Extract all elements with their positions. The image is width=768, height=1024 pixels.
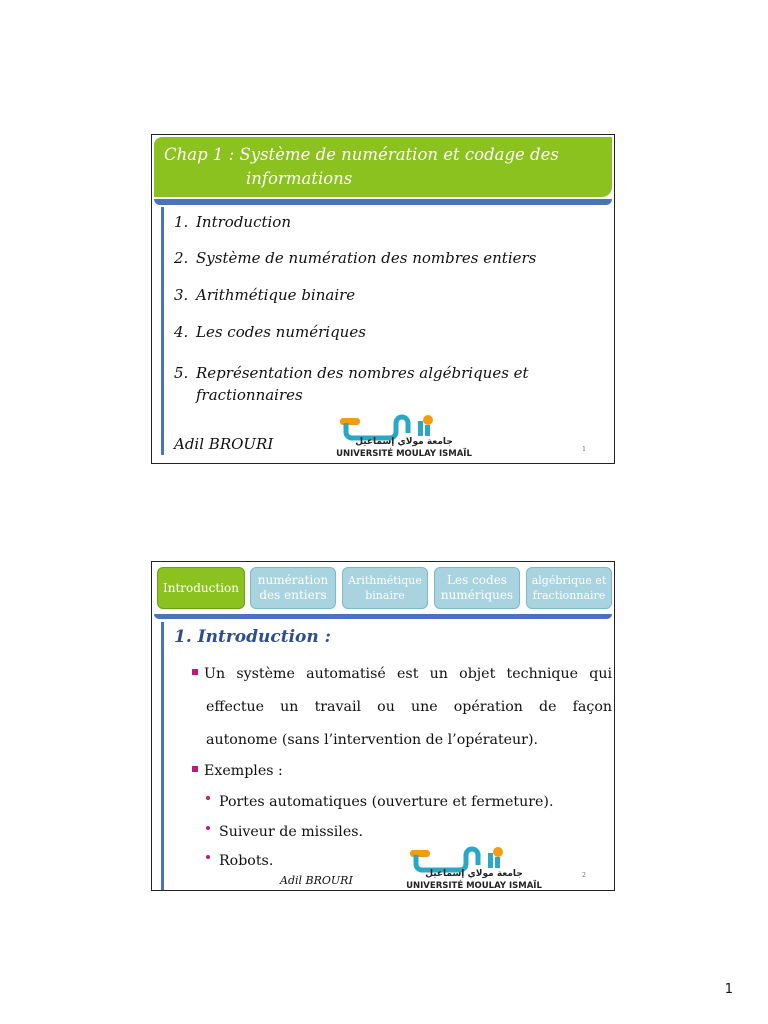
author-name: Adil BROURI (280, 874, 353, 887)
section-heading: 1. Introduction : (174, 627, 331, 647)
slide-1 (151, 134, 615, 464)
examples-label: Exemples : (204, 763, 283, 779)
left-accent-bar (161, 207, 164, 455)
logo-arabic-text: جامعة مولاي إسماعيل (355, 437, 453, 447)
examples-label-line (192, 760, 283, 782)
tab-underline-bar (154, 614, 612, 619)
example-item (206, 850, 273, 872)
paragraph-line (192, 658, 612, 691)
outline-item-text: Les codes numériques (196, 323, 366, 341)
example-item (206, 821, 363, 843)
left-accent-bar (161, 622, 164, 890)
dot-bullet-icon (206, 796, 210, 800)
logo-arabic-text: جامعة مولاي إسماعيل (425, 869, 523, 879)
outline-item-continuation: fractionnaires (196, 386, 303, 404)
example-item (206, 791, 553, 813)
umi-mark-icon (340, 415, 433, 438)
logo-latin-text: UNIVERSITÉ MOULAY ISMAÏL (406, 881, 542, 891)
logo-latin-text: UNIVERSITÉ MOULAY ISMAÏL (336, 449, 472, 459)
tab-label-line-2: fractionnaire (532, 589, 606, 602)
tab-introduction[interactable] (157, 567, 245, 609)
dot-bullet-icon (206, 855, 210, 859)
tab-label-line-1: numération (257, 573, 329, 587)
slide-2 (151, 561, 615, 891)
tab-algebrique[interactable] (526, 567, 612, 609)
university-logo (404, 845, 544, 891)
tab-label-line-1: Arithmétique (348, 574, 422, 587)
author-name: Adil BROURI (174, 435, 274, 453)
slide-title-line-2: informations (246, 169, 353, 188)
slide-number: 1 (582, 446, 586, 453)
outline-item (174, 284, 594, 306)
page-number: 1 (724, 982, 733, 997)
tab-label-line-1: algébrique et (531, 574, 607, 587)
umi-mark-icon (410, 847, 503, 870)
outline-item (174, 211, 594, 233)
outline-item-number: 1. (174, 213, 189, 231)
title-underline-bar (154, 199, 612, 205)
paragraph-line-text: Un système automatisé est un objet technique qui (204, 666, 612, 682)
outline-item-text: Arithmétique binaire (196, 286, 356, 304)
example-text: Portes automatiques (ouverture et fermeture). (219, 794, 554, 810)
outline-item-number: 2. (174, 249, 189, 267)
tab-label-line-2: binaire (365, 589, 405, 602)
dot-bullet-icon (206, 826, 210, 830)
outline-item (174, 362, 594, 406)
square-bullet-icon (192, 766, 198, 772)
tab-label-line-2: des entiers (259, 588, 327, 602)
slide-title-banner (154, 137, 612, 197)
square-bullet-icon (192, 669, 198, 675)
tab-label: Introduction (163, 580, 239, 595)
tab-arithmetique[interactable] (342, 567, 428, 609)
definition-paragraph (192, 658, 612, 757)
outline-item (174, 247, 594, 269)
outline-item (174, 321, 594, 343)
tab-numeration[interactable] (250, 567, 336, 609)
slide-number: 2 (582, 872, 586, 879)
slide-title-line-1: Chap 1 : Système de numération et codage des (164, 145, 559, 164)
outline-item-text: Représentation des nombres algébriques et (196, 364, 529, 382)
example-text: Suiveur de missiles. (219, 824, 364, 840)
example-text: Robots. (219, 853, 274, 869)
paragraph-line: autonome (sans l’intervention de l’opérateur). (206, 732, 539, 748)
outline-item-number: 4. (174, 323, 189, 341)
outline-item-text: Introduction (196, 213, 291, 231)
tab-label-line-1: Les codes (447, 573, 507, 587)
section-tab-bar (154, 565, 612, 613)
paragraph-line: effectue un travail ou une opération de façon (206, 699, 612, 715)
outline-item-number: 5. (174, 364, 189, 382)
university-logo (334, 413, 474, 459)
outline-item-number: 3. (174, 286, 189, 304)
outline-item-text: Système de numération des nombres entiers (196, 249, 537, 267)
tab-codes[interactable] (434, 567, 520, 609)
tab-label-line-2: numériques (440, 588, 514, 602)
